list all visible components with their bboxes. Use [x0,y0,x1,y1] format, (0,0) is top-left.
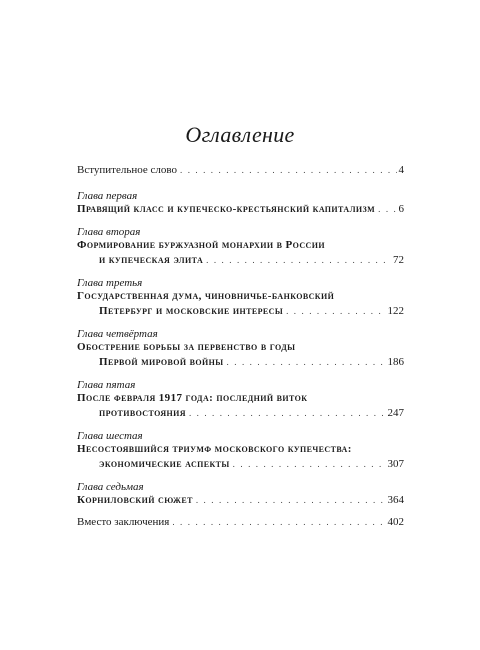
toc-chapter-6[interactable] [77,429,404,473]
chapter-title-line [77,305,404,320]
chapter-title-line [77,239,404,254]
chapter-page: 247 [387,407,404,419]
chapter-title-line [77,443,404,458]
toc-entry-text: Вместо заключения [77,516,170,528]
chapter-title-line [77,494,404,509]
toc-entry-intro[interactable] [77,164,404,179]
toc-entry-page: 4 [398,164,404,176]
chapter-title: Несостоявшийся триумф московского купечества: [77,443,352,455]
chapter-title: противостояния [99,407,186,419]
chapter-title-line [77,458,404,473]
chapter-title-line [77,254,404,269]
chapter-title-line [77,203,404,218]
chapter-label: Глава первая [77,190,138,202]
dot-leader [227,356,386,369]
toc-chapter-4[interactable] [77,327,404,371]
dot-leader [286,305,385,318]
toc-chapter-2[interactable] [77,225,404,269]
chapter-page: 6 [398,203,404,215]
toc-chapter-7[interactable] [77,480,404,509]
dot-leader [189,407,386,420]
chapter-title-line [77,392,404,407]
chapter-label: Глава седьмая [77,481,144,493]
dot-leader [233,458,386,471]
chapter-title-line [77,356,404,371]
toc-chapter-5[interactable] [77,378,404,422]
chapter-label: Глава вторая [77,226,141,238]
chapter-label: Глава пятая [77,379,136,391]
chapter-page: 364 [387,494,404,506]
chapter-label: Глава третья [77,277,143,289]
chapter-title: Формирование буржуазной монархии в России [77,239,325,251]
chapter-title-line [77,290,404,305]
chapter-title: После февраля 1917 года: последний виток [77,392,308,404]
chapter-label: Глава шестая [77,430,143,442]
chapter-title: Петербург и московские интересы [99,305,284,317]
table-of-contents [77,164,404,531]
chapter-title: Первой мировой войны [99,356,224,368]
chapter-title-line [77,341,404,356]
toc-entry-text: Вступительное слово [77,164,177,176]
chapter-page: 72 [393,254,404,266]
dot-leader [172,516,385,529]
chapter-page: 186 [387,356,404,368]
chapter-page: 122 [387,305,404,317]
chapter-title-line [77,407,404,422]
dot-leader [378,203,396,216]
toc-chapter-1[interactable] [77,189,404,218]
toc-chapter-3[interactable] [77,276,404,320]
chapter-title: Правящий класс и купеческо-крестьянский капитализм [77,203,376,215]
chapter-title: Корниловский сюжет [77,494,193,506]
chapter-label: Глава четвёртая [77,328,158,340]
toc-entry-conclusion[interactable] [77,516,404,531]
dot-leader [206,254,391,267]
toc-entry-page: 402 [387,516,404,528]
chapter-title: Государственная дума, чиновничье-банковский [77,290,335,302]
dot-leader [180,164,397,177]
toc-title: Оглавление [185,122,295,147]
dot-leader [196,494,386,507]
chapter-title: экономические аспекты [99,458,230,470]
chapter-title: и купеческая элита [99,254,204,266]
chapter-page: 307 [387,458,404,470]
chapter-title: Обострение борьбы за первенство в годы [77,341,296,353]
